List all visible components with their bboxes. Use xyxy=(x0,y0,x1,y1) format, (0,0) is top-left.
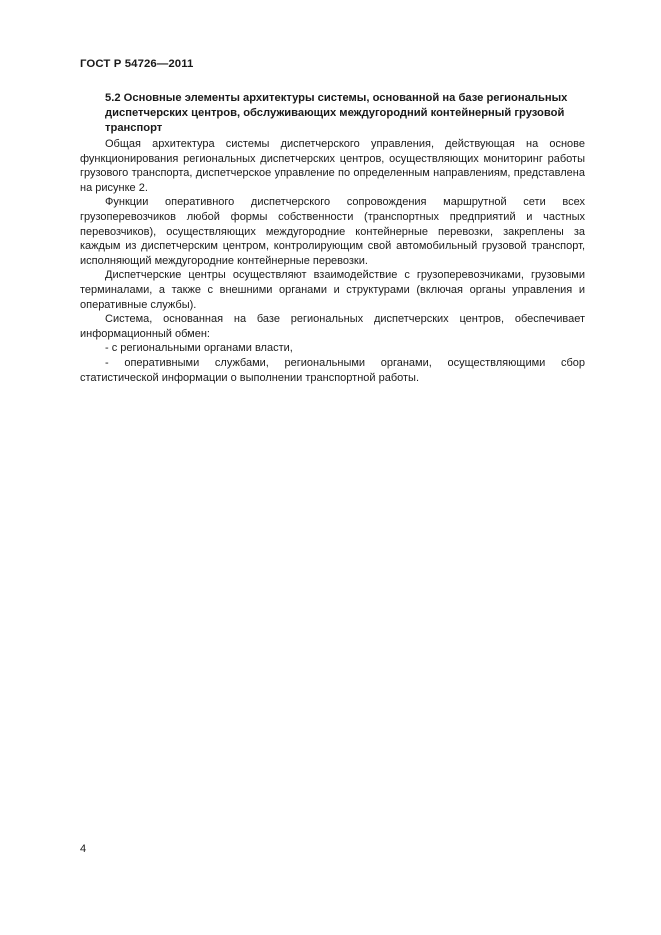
paragraph-architecture: Общая архитектура системы диспетчерского управления, действующая на основе функционирования региональных диспетчерских центров, осуществляющих мониторинг работы грузового транспорта, диспетчерское управление по определенным направлениям, представлена на рисунке 2. xyxy=(80,138,585,194)
paragraph-dispatch-centers: Диспетчерские центры осуществляют взаимодействие с грузоперевозчиками, грузовыми терминалами, а также с внешними органами и структурами (включая органы управления и оперативные службы). xyxy=(80,269,585,311)
list-item-operational-services: - оперативными службами, региональными органами, осуществляющими сбор статистической информации о выполнении транспортной работы. xyxy=(80,356,585,384)
paragraph-information-exchange: Система, основанная на базе региональных диспетчерских центров, обеспечивает информационный обмен: xyxy=(80,313,585,340)
body-text xyxy=(80,137,585,385)
section-heading: 5.2 Основные элементы архитектуры системы, основанной на базе региональных диспетчерских центров, обслуживающих междугородний контейнерный грузовой транспорт xyxy=(105,92,568,134)
standard-header: ГОСТ Р 54726—2011 xyxy=(80,58,194,70)
page-number: 4 xyxy=(80,843,87,855)
paragraph-functions: Функции оперативного диспетчерского сопровождения маршрутной сети всех грузоперевозчиков любой формы собственности (транспортных предприятий и частных перевозчиков), осуществляющих междугородние контейнерные перевозки, закреплены за каждым из диспетчерским центром, контролирующим свой автомобильный грузовой транспорт, исполняющий междугородние контейнерные перевозки. xyxy=(80,196,585,267)
list-item-regional-authorities: - с региональными органами власти, xyxy=(105,342,293,355)
